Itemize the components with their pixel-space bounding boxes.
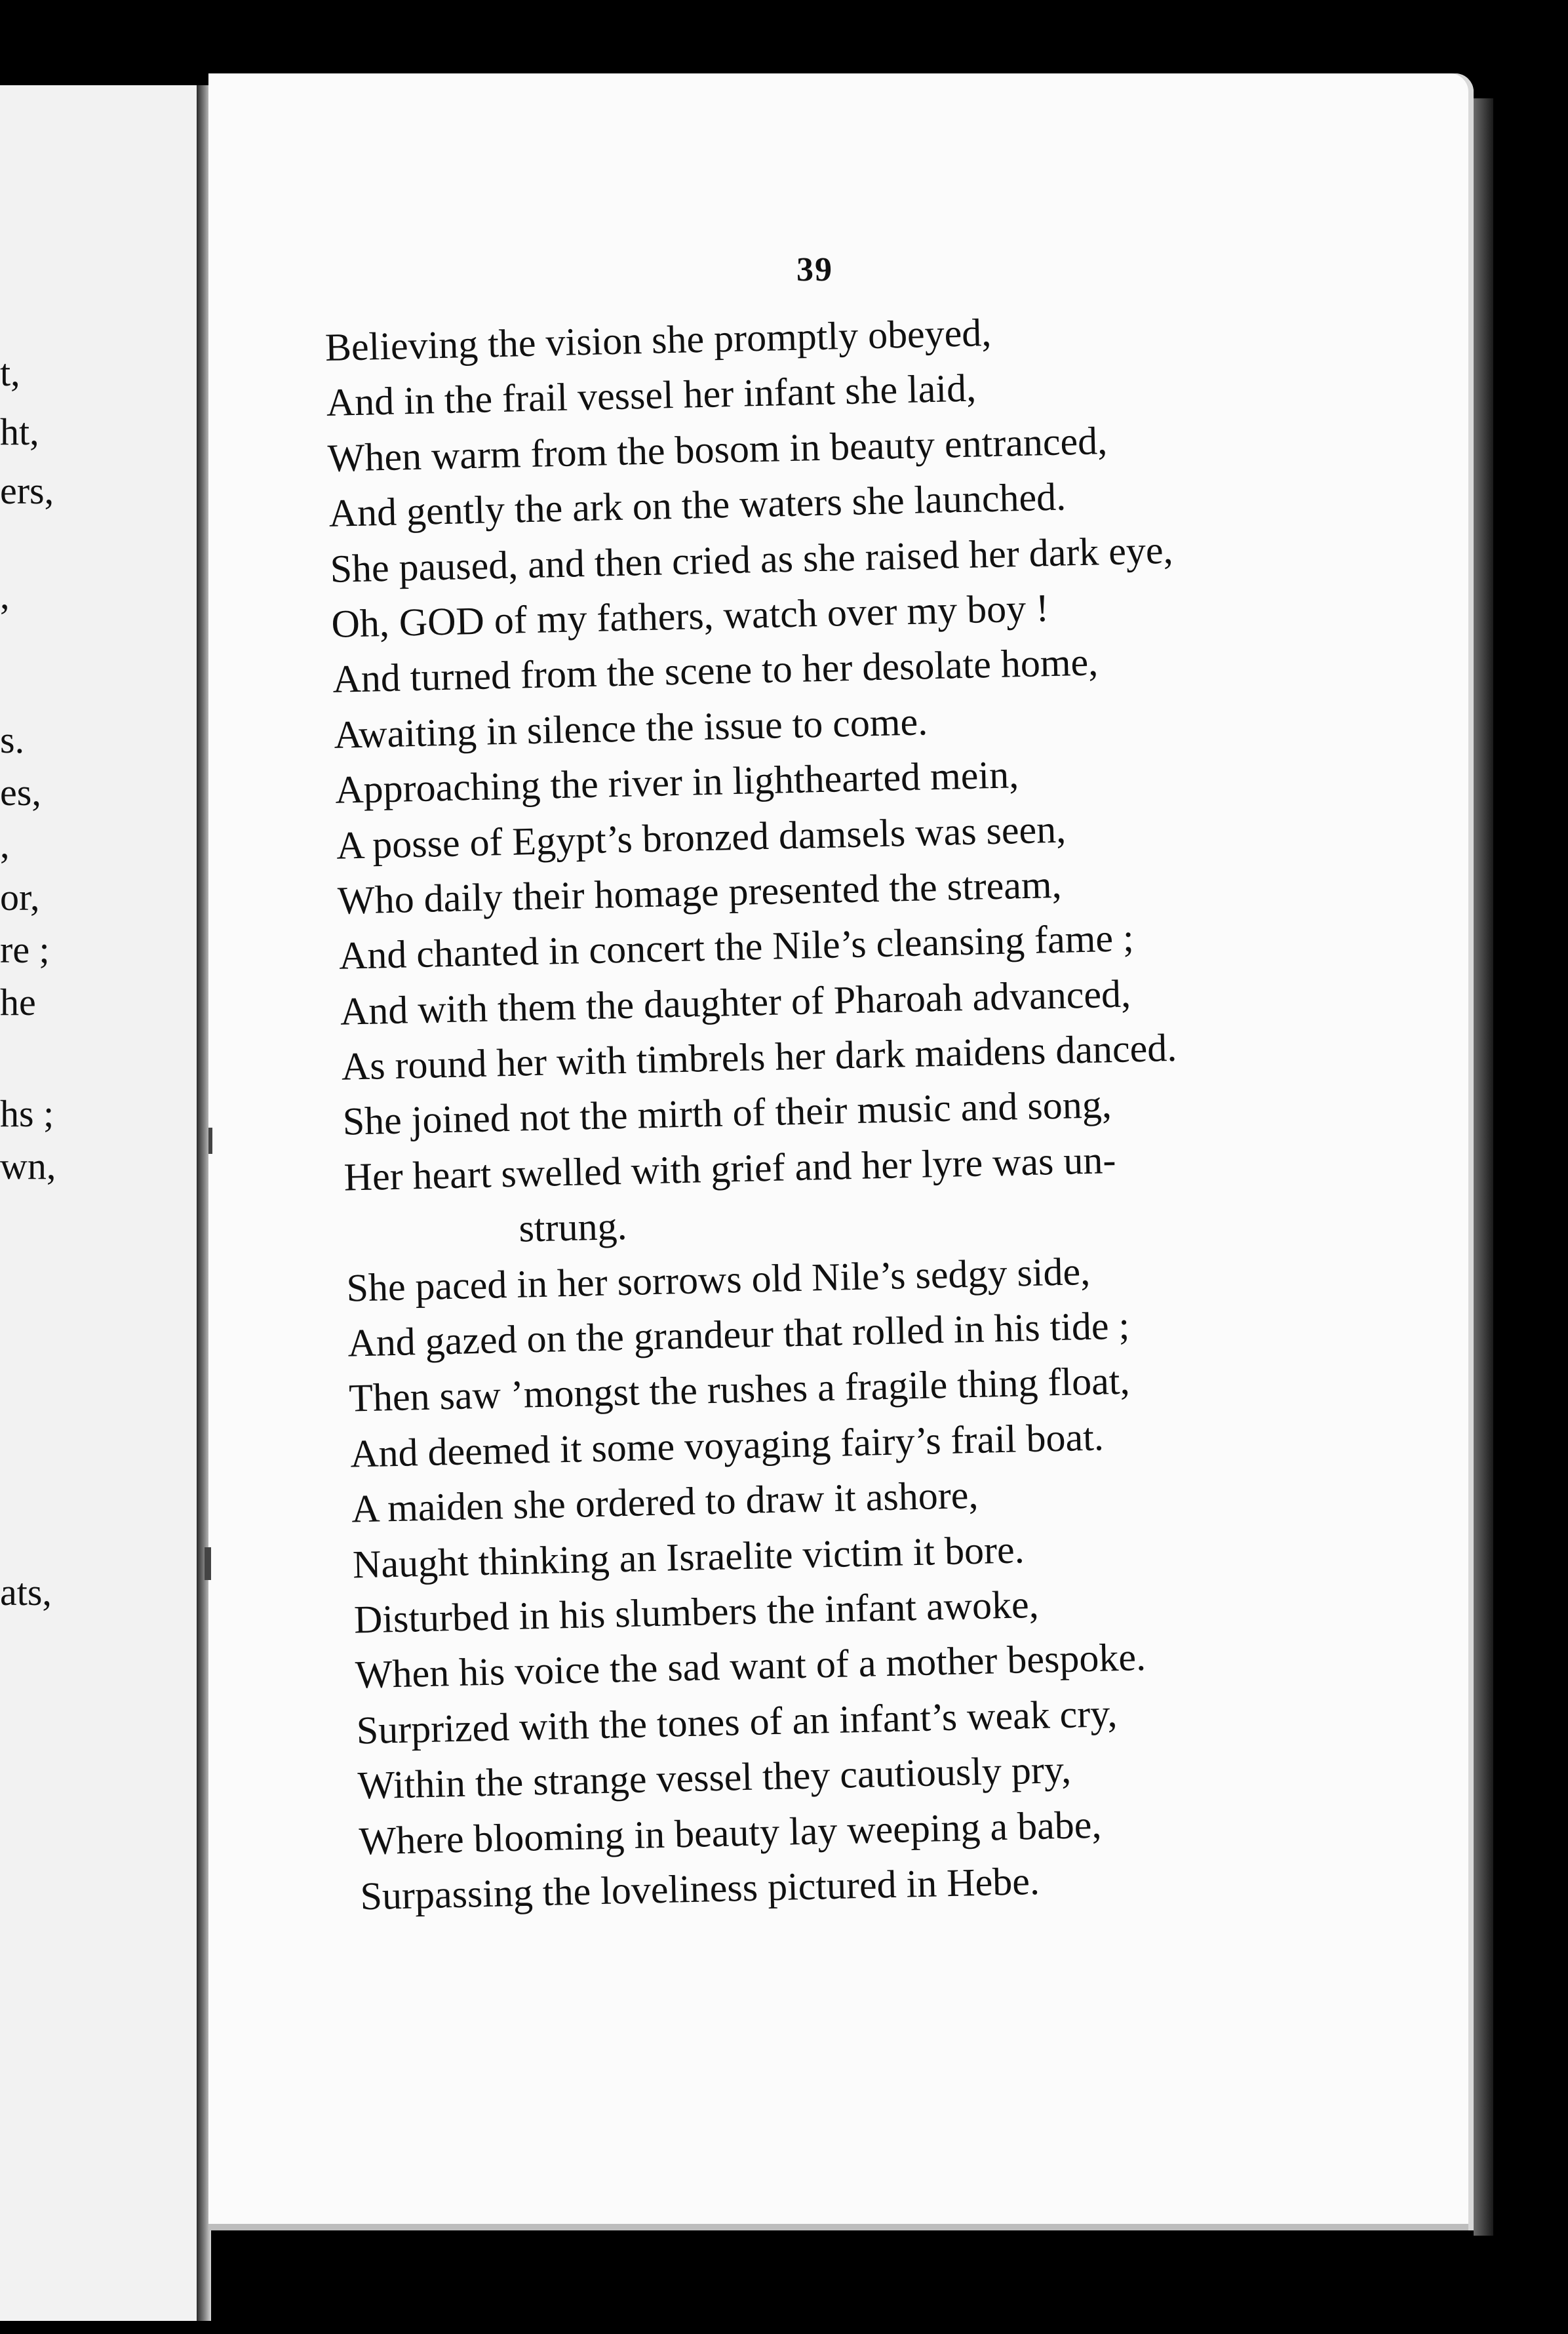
facing-page-fragment: or,	[0, 876, 40, 919]
poem-line: Oh, GOD of my fathers, watch over my boy !	[330, 586, 1049, 646]
poem-line: She joined not the mirth of their music and song,	[342, 1082, 1112, 1144]
facing-page-fragment: ers,	[0, 469, 54, 512]
poem-line: Who daily their homage presented the stream,	[337, 862, 1063, 922]
poem-text	[324, 296, 1422, 1924]
facing-page-fragment: ats,	[0, 1571, 52, 1613]
poem-line: When his voice the sad want of a mother bespoke.	[355, 1635, 1147, 1697]
poem-line: Awaiting in silence the issue to come.	[333, 700, 928, 757]
page-mark	[205, 1547, 211, 1580]
poem-line-continuation: strung.	[518, 1204, 628, 1250]
facing-page-fragment: he	[0, 981, 36, 1023]
poem-line: And gazed on the grandeur that rolled in his tide ;	[347, 1303, 1130, 1365]
poem-line: Surpassing the loveliness pictured in Hebe.	[359, 1859, 1040, 1918]
poem-line: And in the frail vessel her infant she laid,	[326, 366, 977, 425]
facing-page-fragment: t,	[0, 351, 20, 394]
page-mark	[208, 1128, 212, 1154]
facing-page-fragment: es,	[0, 771, 41, 814]
poem-line: A maiden she ordered to draw it ashore,	[351, 1473, 979, 1531]
facing-page-fragment: ht,	[0, 410, 39, 453]
poem-line: Then saw ’mongst the rushes a fragile thing float,	[348, 1358, 1131, 1420]
facing-page-fragment: re ;	[0, 928, 50, 971]
facing-page-fragment: wn,	[0, 1145, 56, 1187]
poem-line: Naught thinking an Israelite victim it bore.	[352, 1527, 1025, 1587]
facing-page	[0, 85, 201, 2321]
poem-line: A posse of Egypt’s bronzed damsels was seen,	[336, 807, 1067, 867]
poem-line: Disturbed in his slumbers the infant awoke,	[353, 1582, 1040, 1642]
poem-line: When warm from the bosom in beauty entranced,	[327, 418, 1108, 480]
poem-line: Within the strange vessel they cautiously pry,	[357, 1747, 1072, 1808]
poem-line: And gently the ark on the waters she launched.	[328, 475, 1067, 536]
facing-page-fragment: ,	[0, 574, 10, 617]
poem-line: As round her with timbrels her dark maidens danced.	[341, 1025, 1177, 1088]
poem-line: Her heart swelled with grief and her lyre was un-	[343, 1137, 1117, 1199]
facing-page-fragment: hs ;	[0, 1092, 54, 1135]
poem-line: Where blooming in beauty lay weeping a babe,	[358, 1802, 1103, 1863]
facing-page-fragment: ,	[0, 823, 10, 866]
poem-line: She paused, and then cried as she raised her dark eye,	[329, 528, 1174, 591]
poem-line: Believing the vision she promptly obeyed,	[324, 310, 992, 369]
poem-line: And with them the daughter of Pharoah advanced,	[340, 972, 1131, 1033]
poem-line: And deemed it some voyaging fairy’s frail boat.	[349, 1415, 1105, 1476]
poem-line: Surprized with the tones of an infant’s weak cry,	[356, 1691, 1118, 1752]
facing-page-fragment: s.	[0, 719, 25, 761]
page-number: 39	[796, 251, 833, 288]
poem-line: And turned from the scene to her desolate home,	[332, 640, 1099, 702]
poem-line: Approaching the river in lighthearted mein,	[334, 753, 1019, 812]
poem-line: And chanted in concert the Nile’s cleansing fame ;	[338, 916, 1135, 978]
page-edge	[1474, 98, 1493, 2236]
poem-line: She paced in her sorrows old Nile’s sedgy side,	[345, 1249, 1091, 1310]
